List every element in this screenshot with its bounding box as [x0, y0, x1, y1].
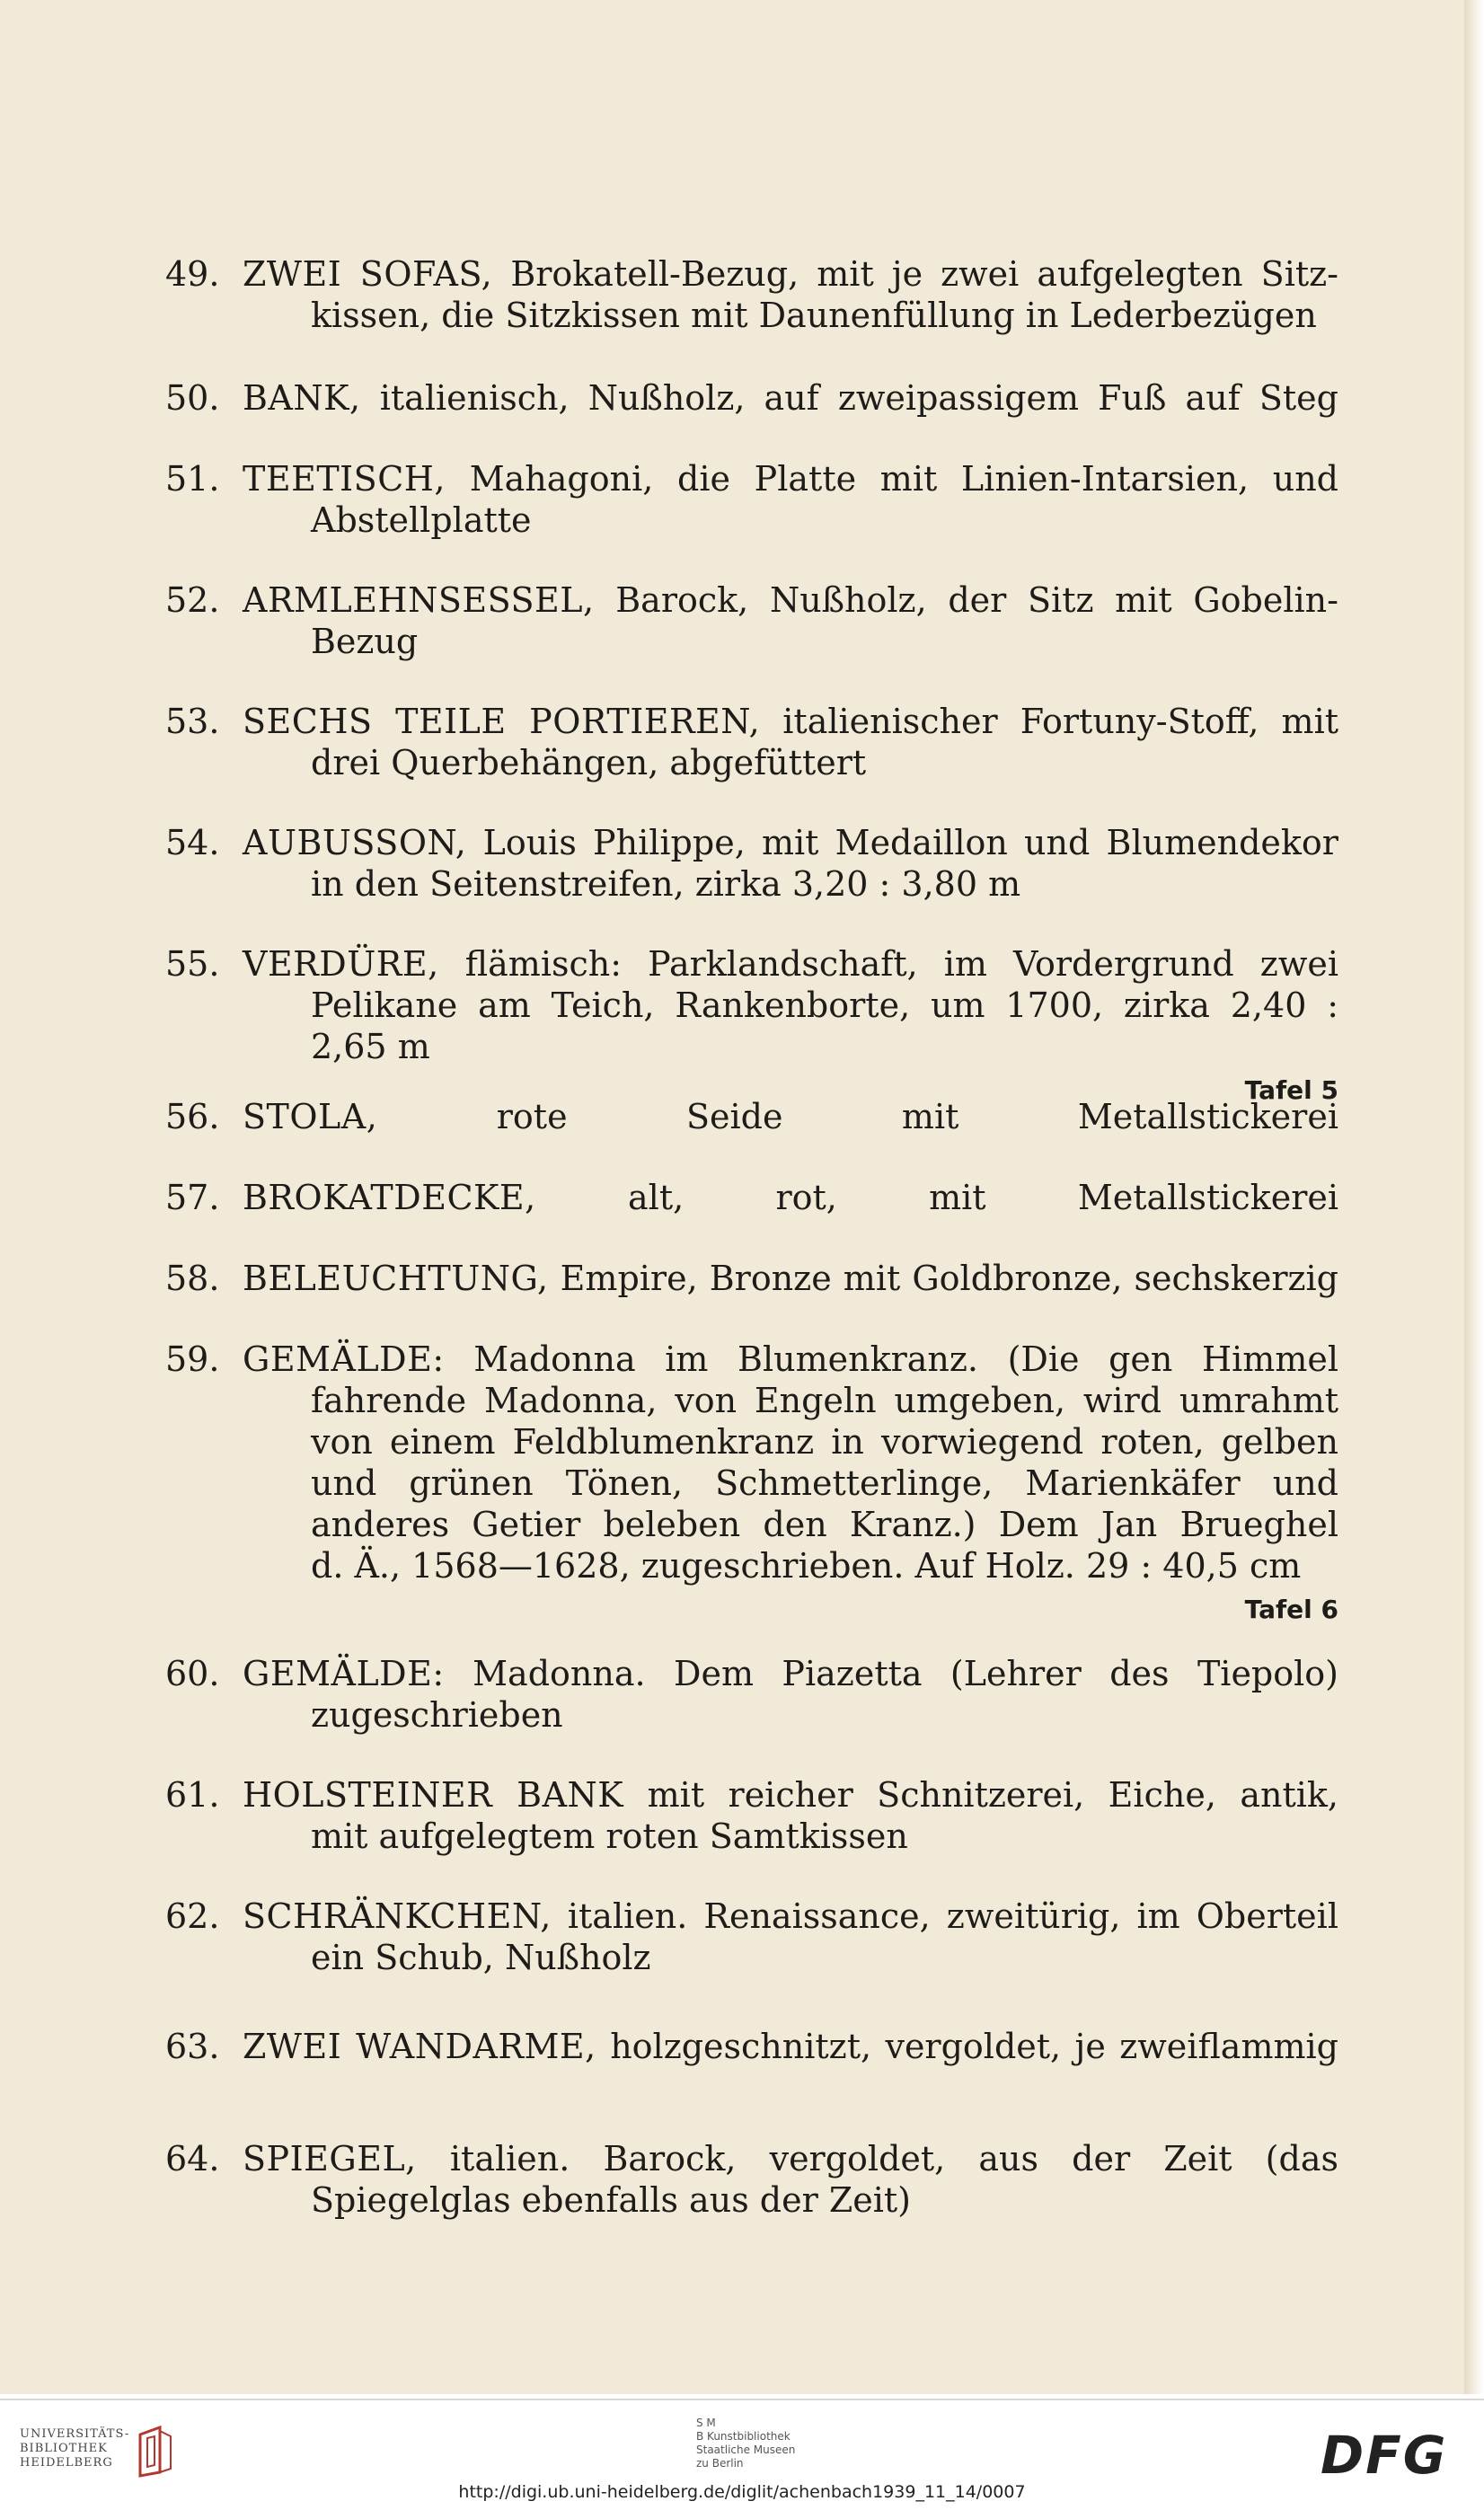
entry-continuation-line: ein Schub, Nußholz [311, 1938, 651, 1977]
entry-continuation-line: Abstellplatte [311, 500, 532, 540]
entry-description: Empire, Bronze mit Goldbronze, sechskerzig [560, 1259, 1338, 1298]
entry-heading: HOLSTEINER BANK [243, 1775, 624, 1815]
entry-heading: ZWEI SOFAS, [243, 254, 493, 294]
entry-first-line [243, 2026, 1338, 2067]
entry-first-line [243, 1339, 1338, 1380]
entry-description: mit reicher Schnitzerei, Eiche, antik, [647, 1775, 1338, 1815]
entry-number: 57. [165, 1178, 220, 1217]
entry-number: 49. [165, 254, 220, 294]
entry-description: Madonna. Dem Piazetta (Lehrer des Tiepolo) [473, 1654, 1338, 1693]
entry-first-line [243, 701, 1338, 742]
entry-description: italien. Barock, vergoldet, aus der Zeit (das [449, 2139, 1338, 2179]
entry-first-line [243, 1653, 1338, 1694]
entry-first-line [243, 1896, 1338, 1937]
entry-number: 59. [165, 1339, 220, 1379]
stamp-line: S M [696, 2417, 716, 2429]
entry-continuation-line: zugeschrieben [311, 1695, 563, 1735]
entry-description: Madonna im Blumenkranz. (Die gen Himmel [473, 1339, 1338, 1379]
entry-description: Barock, Nußholz, der Sitz mit Gobelin- [615, 580, 1338, 620]
entry-continuation-line: und grünen Tönen, Schmetterlinge, Marienkäfer und [311, 1463, 1338, 1503]
entry-description: holzgeschnitzt, vergoldet, je zweiflammig [610, 2027, 1338, 2066]
catalog-entry [165, 1177, 1338, 1218]
uni-logo-line: UNIVERSITÄTS- [20, 2427, 130, 2441]
entry-description: Louis Philippe, mit Medaillon und Blumendekor [482, 823, 1338, 862]
entry-heading: SPIEGEL, [243, 2139, 417, 2179]
entry-description: italienischer Fortuny-Stoff, mit [782, 702, 1338, 741]
entry-heading: BELEUCHTUNG, [243, 1259, 549, 1298]
stamp-line: zu Berlin [696, 2457, 744, 2470]
entry-number: 55. [165, 944, 220, 984]
stamp-line: Staatliche Museen [696, 2444, 796, 2456]
entry-first-line [243, 458, 1338, 499]
entry-number: 50. [165, 378, 220, 418]
catalog-entry [165, 943, 1338, 1109]
entry-first-line [243, 253, 1338, 295]
entry-continuation-line: fahrende Madonna, von Engeln umgeben, wird umrahmt [311, 1381, 1338, 1420]
entry-heading: GEMÄLDE: [243, 1339, 445, 1379]
entry-heading: AUBUSSON, [243, 823, 467, 862]
university-seal-icon [135, 2426, 174, 2478]
entry-first-line [243, 943, 1338, 985]
entry-description: italienisch, Nußholz, auf zweipassigem Fuß auf Steg [379, 378, 1338, 418]
entry-number: 61. [165, 1775, 220, 1815]
catalog-entry [165, 1258, 1338, 1299]
uni-logo-line: HEIDELBERG [20, 2456, 113, 2470]
entry-heading: ARMLEHNSESSEL, [243, 580, 595, 620]
plate-reference: Tafel 6 [1244, 1595, 1338, 1624]
entry-number: 53. [165, 702, 220, 741]
catalog-entry [165, 253, 1338, 336]
catalog-entry [165, 458, 1338, 541]
entry-heading: BROKATDECKE, [243, 1178, 536, 1217]
entry-description: Brokatell-Bezug, mit je zwei aufgelegten Sitz- [510, 254, 1338, 294]
permalink-url[interactable]: http://digi.ub.uni-heidelberg.de/diglit/achenbach1939_11_14/0007 [458, 2482, 1026, 2502]
entry-continuation-line: in den Seitenstreifen, zirka 3,20 : 3,80 m [311, 864, 1021, 904]
entry-description: alt, rot, mit Metallstickerei [628, 1178, 1338, 1217]
entry-continuation-line: kissen, die Sitzkissen mit Daunenfüllung in Lederbezügen [311, 296, 1317, 335]
entry-first-line [243, 1177, 1338, 1218]
entry-number: 54. [165, 823, 220, 862]
catalog-entry [165, 701, 1338, 783]
entry-continuation-line: Bezug [311, 622, 419, 661]
entry-number: 63. [165, 2027, 220, 2066]
catalog-entry [165, 2138, 1338, 2221]
entry-heading: TEETISCH, [243, 459, 446, 499]
entry-continuation-line: drei Querbehängen, abgefüttert [311, 743, 867, 782]
entry-first-line [243, 1096, 1338, 1137]
entry-continuation-line: Pelikane am Teich, Rankenborte, um 1700, zirka 2,40 : 2,65 m [311, 985, 1338, 1066]
catalog-entry [165, 1774, 1338, 1857]
catalog-entry [165, 822, 1338, 905]
uni-logo-line: BIBLIOTHEK [20, 2442, 108, 2455]
entry-heading: SECHS TEILE PORTIEREN, [243, 702, 761, 741]
entry-heading: ZWEI WANDARME, [243, 2027, 596, 2066]
entry-heading: STOLA, [243, 1097, 378, 1136]
footer-divider [0, 2399, 1484, 2400]
catalog-entry [165, 377, 1338, 419]
stamp-line: B Kunstbibliothek [696, 2430, 791, 2443]
catalog-entry [165, 1096, 1338, 1137]
entry-first-line [243, 1774, 1338, 1816]
entry-continuation-line: anderes Getier beleben den Kranz.) Dem Jan Brueghel [311, 1505, 1338, 1544]
entry-number: 56. [165, 1097, 220, 1136]
entry-heading: GEMÄLDE: [243, 1654, 445, 1693]
catalog-entry [165, 2026, 1338, 2067]
catalog-entry [165, 579, 1338, 662]
entry-description: Mahagoni, die Platte mit Linien-Intarsien, und [469, 459, 1338, 499]
catalog-entry [165, 1653, 1338, 1736]
catalog-entry [165, 1339, 1338, 1628]
entry-number: 62. [165, 1896, 220, 1936]
entry-description: flämisch: Parklandschaft, im Vordergrund zwei [464, 944, 1338, 984]
entry-continuation-line: d. Ä., 1568—1628, zugeschrieben. Auf Holz. 29 : 40,5 cm [311, 1546, 1302, 1586]
entry-number: 60. [165, 1654, 220, 1693]
entry-continuation-line: Spiegelglas ebenfalls aus der Zeit) [311, 2180, 911, 2220]
entry-first-line [243, 822, 1338, 863]
entry-first-line [243, 579, 1338, 621]
entry-first-line [243, 2138, 1338, 2179]
museum-stamp [696, 2417, 876, 2470]
entry-description: italien. Renaissance, zweitürig, im Oberteil [567, 1896, 1338, 1936]
entry-first-line [243, 377, 1338, 419]
entry-continuation-line: mit aufgelegtem roten Samtkissen [311, 1816, 908, 1856]
entry-heading: SCHRÄNKCHEN, [243, 1896, 552, 1936]
entry-description: rote Seide mit Metallstickerei [496, 1097, 1338, 1136]
entry-first-line [243, 1258, 1338, 1299]
entry-number: 58. [165, 1259, 220, 1298]
entry-number: 52. [165, 580, 220, 620]
catalog-entry [165, 1896, 1338, 1978]
page-edge [1464, 0, 1484, 2394]
entry-continuation-line: von einem Feldblumenkranz in vorwiegend roten, gelben [311, 1422, 1338, 1462]
entry-heading: BANK, [243, 378, 361, 418]
entry-number: 64. [165, 2139, 220, 2179]
entry-number: 51. [165, 459, 220, 499]
plate-reference: Tafel 5 [1244, 1075, 1338, 1105]
entry-heading: VERDÜRE, [243, 944, 439, 984]
dfg-logo[interactable]: DFG [1321, 2425, 1448, 2486]
